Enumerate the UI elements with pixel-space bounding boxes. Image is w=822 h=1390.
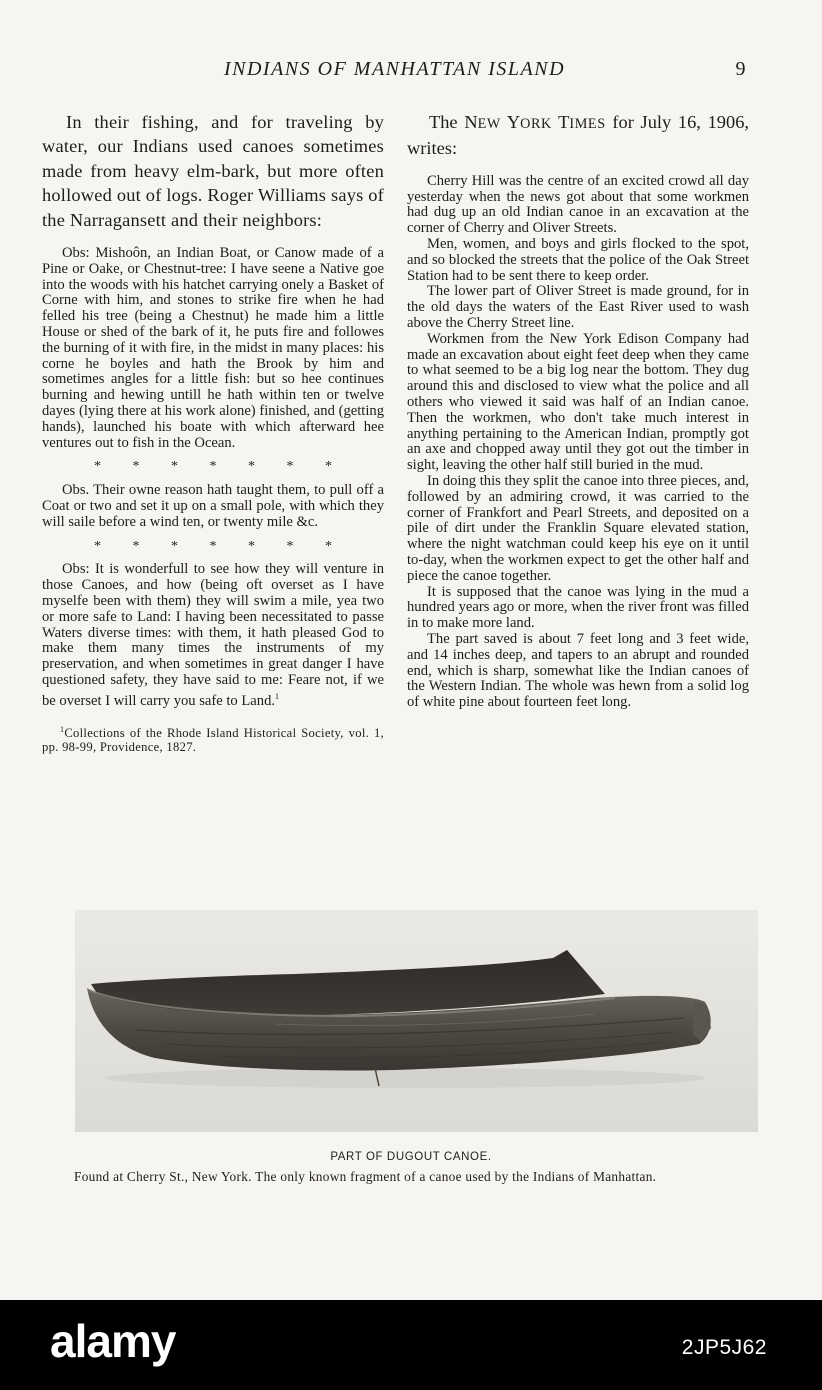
article-paragraph: In doing this they split the canoe into three pieces, and, followed by an admiring crowd, it was carried to the corner of Frankfort and Pearl Streets, and deposited on a pile of dirt under the Franklin Square elevated station, where the night watchman could keep his eye on it until to-day, when the workmen expect to get the other half and piece the canoe together. [407, 472, 749, 584]
footnote-number: 1 [60, 725, 65, 735]
running-title: INDIANS OF MANHATTAN ISLAND [223, 58, 566, 80]
figure-caption-title: PART OF DUGOUT CANOE. [330, 1151, 492, 1163]
article-paragraph: Cherry Hill was the centre of an excited crowd all day yesterday when the news got about that some workmen had dug up an old Indian canoe in an excavation at the corner of Cherry and Oliver Streets. [407, 172, 749, 237]
newspaper-name-T: T [558, 112, 570, 132]
section-stars: * * * * * * * [94, 459, 332, 475]
right-intro-paragraph [407, 110, 749, 161]
newspaper-name-N: N [464, 112, 478, 132]
section-stars-2: * * * * * * * [94, 538, 332, 554]
quote-paragraph-3 [42, 562, 384, 709]
quote-paragraph-3-text: Obs: It is wonderfull to see how they will venture in those Canoes, and how (being oft overset as I have myselfe been with them) they will swim a mile, yea two or more safe to Land: I having been necessitated to passe Waters diverse times: with them, it hath pleased God to make them many times the instruments of my preservation, and when sometimes in great danger I have questioned safety, they have said to me: Feare not, if we be overset I will carry you safe to Land. [42, 561, 384, 709]
newspaper-name-Y: Y [506, 112, 521, 132]
article-paragraph: Workmen from the New York Edison Company had made an excavation about eight feet deep when they came to what seemed to be a big log near the bottom. They dug around this and disclosed to view what the police and all others who viewed it said was half of an Indian canoe. Then the workmen, who don't take much interest in anything pertaining to the American Indian, promptly got an axe and chopped away until they got out the timber in sight, leaving the other half still buried in the mud. [407, 330, 749, 474]
dugout-canoe-photo [75, 910, 758, 1132]
alamy-logo: alamy [50, 1315, 176, 1367]
article-paragraph: Men, women, and boys and girls flocked to the spot, and so blocked the streets that the police of the Oak Street Station had to be sent there to keep order. [407, 236, 749, 284]
article-paragraph: The part saved is about 7 feet long and 3 feet wide, and 14 inches deep, and tapers to an abrupt and rounded end, which is sharp, somewhat like the Indian canoes of the Western Indian. The whole was hewn from a solid log of white pine about fourteen feet long. [407, 630, 749, 711]
quote-paragraph-2: Obs. Their owne reason hath taught them, to pull off a Coat or two and set it up on a small pole, with which they will saile before a wind ten, or twenty mile &c. [42, 482, 384, 530]
footnote [42, 723, 384, 754]
quote-paragraph-1: Obs: Mishoôn, an Indian Boat, or Canow made of a Pine or Oake, or Chestnut-tree: I have seene a Native goe into the woods with his hatchet carrying onely a Basket of Corne with him, and stones to strike fire when he had felled his tree (being a Chestnut) he made him a little House or shed of the bark of it, he puts fire and followes the burning of it with fire, in the midst in many places: his corne he boyles and hath the Brook by him and sometimes angles for a little fish: but so hee continues burning and hewing untill he hath within ten or twelve dayes (lying there at his work alone) finished, and (getting hands), launched his boate with which afterward hee ventures out to fish in the Ocean. [42, 245, 384, 451]
intro-suffix: for July 16, 1906, writes: [407, 112, 749, 159]
footnote-marker: 1 [275, 691, 280, 701]
intro-prefix: The [429, 112, 465, 132]
left-column [42, 110, 384, 767]
newspaper-name-ork: ORK [520, 116, 559, 132]
footnote-text: Collections of the Rhode Island Historical Society, vol. 1, pp. 98-99, Providence, 1827. [42, 726, 384, 755]
article-paragraph: It is supposed that the canoe was lying in the mud a hundred years ago or more, when the river front was filled in to make more land. [407, 583, 749, 632]
right-column [407, 110, 749, 711]
canoe-illustration [75, 910, 758, 1132]
page-number: 9 [735, 58, 747, 80]
image-id: 2JP5J62 [681, 1336, 767, 1359]
newspaper-name-imes: IMES [569, 116, 606, 132]
newspaper-name-ew: EW [477, 116, 507, 132]
article-paragraph: The lower part of Oliver Street is made ground, for in the old days the waters of the East River used to wash above the Cherry Street line. [407, 283, 749, 331]
running-header [42, 58, 747, 88]
figure-caption-text: Found at Cherry St., New York. The only known fragment of a canoe used by the Indians of Manhattan. [74, 1169, 657, 1184]
left-intro-paragraph: In their fishing, and for traveling by water, our Indians used canoes sometimes made from heavy elm-bark, but more often hollowed out of logs. Roger Williams says of the Narragansett and their neighbors: [42, 112, 384, 230]
